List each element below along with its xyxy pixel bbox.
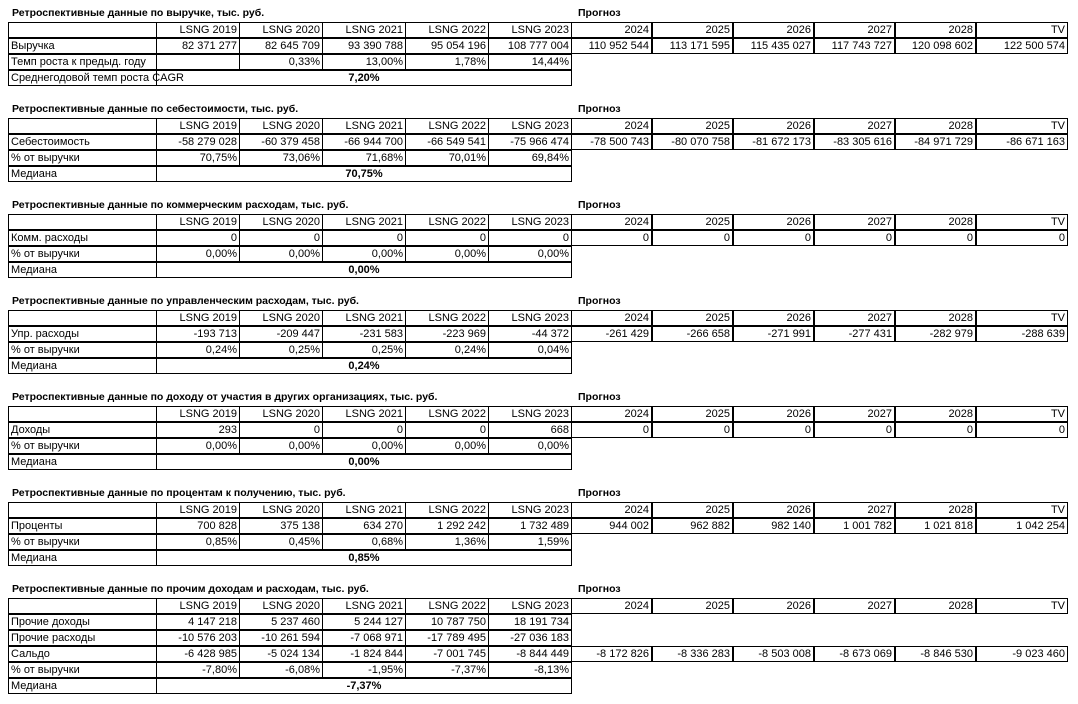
forecast-year-header-cell[interactable]: 2027 — [814, 118, 895, 134]
year-header-cell[interactable]: LSNG 2022 — [405, 502, 489, 518]
row-label-cell[interactable]: Сальдо — [8, 646, 157, 662]
row-label-cell[interactable]: Проценты — [8, 518, 157, 534]
value-cell[interactable]: 0 — [405, 230, 489, 246]
forecast-year-header-cell[interactable]: 2024 — [571, 598, 652, 614]
value-cell[interactable]: 1,78% — [405, 54, 489, 70]
year-header-cell[interactable]: LSNG 2021 — [322, 22, 406, 38]
year-header-cell[interactable]: LSNG 2020 — [239, 118, 323, 134]
forecast-year-header-cell[interactable]: 2028 — [895, 22, 976, 38]
value-cell[interactable]: 0 — [322, 422, 406, 438]
forecast-value-cell[interactable]: 110 952 544 — [571, 38, 652, 54]
forecast-title: Прогноз — [578, 103, 621, 115]
forecast-value-cell[interactable]: 0 — [733, 230, 814, 246]
summary-value-cell[interactable]: 7,20% — [156, 70, 572, 86]
value-cell[interactable]: 668 — [488, 422, 572, 438]
value-cell[interactable]: 1 732 489 — [488, 518, 572, 534]
forecast-value-cell[interactable]: 0 — [652, 230, 733, 246]
value-cell[interactable]: -223 969 — [405, 326, 489, 342]
value-cell[interactable]: 18 191 734 — [488, 614, 572, 630]
year-header-cell[interactable]: LSNG 2021 — [322, 598, 406, 614]
value-cell[interactable]: 0 — [239, 230, 323, 246]
year-header-cell[interactable]: LSNG 2021 — [322, 406, 406, 422]
value-cell[interactable]: -27 036 183 — [488, 630, 572, 646]
forecast-value-cell[interactable]: -78 500 743 — [571, 134, 652, 150]
value-cell[interactable]: 0,00% — [322, 438, 406, 454]
forecast-year-header-cell[interactable]: 2024 — [571, 406, 652, 422]
value-cell[interactable]: 0 — [156, 230, 240, 246]
value-cell[interactable]: 0,00% — [239, 246, 323, 262]
year-header-cell[interactable]: LSNG 2022 — [405, 406, 489, 422]
value-cell[interactable]: -17 789 495 — [405, 630, 489, 646]
row-label-cell[interactable]: % от выручки — [8, 438, 157, 454]
section-title: Ретроспективные данные по управленческим расходам, тыс. руб. — [12, 295, 359, 307]
forecast-year-header-cell[interactable]: 2026 — [733, 118, 814, 134]
value-cell[interactable]: -5 024 134 — [239, 646, 323, 662]
value-cell[interactable]: 69,84% — [488, 150, 572, 166]
forecast-title: Прогноз — [578, 295, 621, 307]
forecast-value-cell[interactable]: -8 673 069 — [814, 646, 895, 662]
value-cell[interactable]: 70,75% — [156, 150, 240, 166]
forecast-year-header-cell[interactable]: 2028 — [895, 214, 976, 230]
forecast-year-header-cell[interactable]: 2027 — [814, 22, 895, 38]
value-cell[interactable]: 0,04% — [488, 342, 572, 358]
forecast-year-header-cell[interactable]: 2026 — [733, 22, 814, 38]
forecast-year-header-cell[interactable]: 2024 — [571, 22, 652, 38]
forecast-year-header-cell[interactable]: TV — [976, 406, 1068, 422]
row-label-cell[interactable]: % от выручки — [8, 246, 157, 262]
row-label-cell[interactable]: % от выручки — [8, 662, 157, 678]
section-block — [8, 102, 1068, 182]
forecast-value-cell[interactable]: -271 991 — [733, 326, 814, 342]
value-cell[interactable]: -231 583 — [322, 326, 406, 342]
value-cell[interactable]: 1,36% — [405, 534, 489, 550]
value-cell[interactable]: -6 428 985 — [156, 646, 240, 662]
year-header-cell[interactable]: LSNG 2019 — [156, 118, 240, 134]
forecast-year-header-cell[interactable]: 2027 — [814, 598, 895, 614]
forecast-year-header-cell[interactable]: 2024 — [571, 502, 652, 518]
row-label-cell[interactable]: Прочие расходы — [8, 630, 157, 646]
value-cell[interactable]: 0,24% — [156, 342, 240, 358]
forecast-value-cell[interactable]: -288 639 — [976, 326, 1068, 342]
summary-label-cell[interactable]: Медиана — [8, 550, 157, 566]
row-label-cell[interactable]: Комм. расходы — [8, 230, 157, 246]
year-header-cell[interactable]: LSNG 2023 — [488, 406, 572, 422]
value-cell[interactable]: 0,00% — [405, 438, 489, 454]
value-cell[interactable]: 0,24% — [405, 342, 489, 358]
year-header-cell[interactable]: LSNG 2021 — [322, 118, 406, 134]
year-header-cell[interactable]: LSNG 2023 — [488, 214, 572, 230]
value-cell[interactable]: 14,44% — [488, 54, 572, 70]
header-blank-cell[interactable] — [8, 118, 157, 134]
value-cell[interactable]: 4 147 218 — [156, 614, 240, 630]
forecast-value-cell[interactable]: 0 — [895, 422, 976, 438]
forecast-value-cell[interactable]: -81 672 173 — [733, 134, 814, 150]
year-header-cell[interactable]: LSNG 2020 — [239, 406, 323, 422]
forecast-year-header-cell[interactable]: 2024 — [571, 118, 652, 134]
forecast-year-header-cell[interactable]: 2026 — [733, 406, 814, 422]
forecast-value-cell[interactable]: -282 979 — [895, 326, 976, 342]
row-label-cell[interactable]: Доходы — [8, 422, 157, 438]
summary-label-cell[interactable]: Медиана — [8, 678, 157, 694]
section-block — [8, 198, 1068, 278]
section-block — [8, 582, 1068, 694]
summary-label-cell[interactable]: Медиана — [8, 262, 157, 278]
value-cell[interactable]: 10 787 750 — [405, 614, 489, 630]
forecast-value-cell[interactable]: 0 — [814, 230, 895, 246]
section-block — [8, 294, 1068, 374]
year-header-cell[interactable]: LSNG 2019 — [156, 598, 240, 614]
value-cell[interactable]: 0,00% — [239, 438, 323, 454]
row-label-cell[interactable]: % от выручки — [8, 150, 157, 166]
forecast-year-header-cell[interactable]: 2028 — [895, 598, 976, 614]
summary-value-cell[interactable]: 0,00% — [156, 262, 572, 278]
forecast-value-cell[interactable]: 1 042 254 — [976, 518, 1068, 534]
forecast-year-header-cell[interactable]: 2024 — [571, 214, 652, 230]
section-title: Ретроспективные данные по процентам к получению, тыс. руб. — [12, 487, 346, 499]
value-cell[interactable]: 0,00% — [488, 246, 572, 262]
forecast-value-cell[interactable]: 0 — [571, 422, 652, 438]
forecast-year-header-cell[interactable]: 2025 — [652, 310, 733, 326]
value-cell[interactable]: 0 — [322, 230, 406, 246]
value-cell[interactable]: -66 549 541 — [405, 134, 489, 150]
value-cell[interactable]: -8 844 449 — [488, 646, 572, 662]
section-title: Ретроспективные данные по себестоимости, тыс. руб. — [12, 103, 299, 115]
value-cell[interactable]: 82 371 277 — [156, 38, 240, 54]
forecast-year-header-cell[interactable]: 2025 — [652, 598, 733, 614]
value-cell[interactable]: 0,00% — [405, 246, 489, 262]
value-cell[interactable]: 71,68% — [322, 150, 406, 166]
forecast-year-header-cell[interactable]: 2025 — [652, 118, 733, 134]
year-header-cell[interactable]: LSNG 2019 — [156, 310, 240, 326]
header-blank-cell[interactable] — [8, 502, 157, 518]
value-cell[interactable]: 73,06% — [239, 150, 323, 166]
year-header-cell[interactable]: LSNG 2019 — [156, 502, 240, 518]
value-cell[interactable]: 1,59% — [488, 534, 572, 550]
forecast-year-header-cell[interactable]: 2024 — [571, 310, 652, 326]
forecast-year-header-cell[interactable]: 2028 — [895, 502, 976, 518]
year-header-cell[interactable]: LSNG 2023 — [488, 118, 572, 134]
forecast-value-cell[interactable]: -8 846 530 — [895, 646, 976, 662]
forecast-value-cell[interactable]: 120 098 602 — [895, 38, 976, 54]
section-title: Ретроспективные данные по коммерческим расходам, тыс. руб. — [12, 199, 349, 211]
year-header-cell[interactable]: LSNG 2019 — [156, 214, 240, 230]
forecast-year-header-cell[interactable]: TV — [976, 502, 1068, 518]
forecast-value-cell[interactable]: 0 — [571, 230, 652, 246]
forecast-year-header-cell[interactable]: 2027 — [814, 310, 895, 326]
forecast-value-cell[interactable]: 1 021 818 — [895, 518, 976, 534]
row-label-cell[interactable]: Упр. расходы — [8, 326, 157, 342]
value-cell[interactable]: 70,01% — [405, 150, 489, 166]
row-label-cell[interactable]: Прочие доходы — [8, 614, 157, 630]
year-header-cell[interactable]: LSNG 2019 — [156, 406, 240, 422]
forecast-value-cell[interactable]: 982 140 — [733, 518, 814, 534]
year-header-cell[interactable]: LSNG 2021 — [322, 214, 406, 230]
value-cell[interactable]: -10 576 203 — [156, 630, 240, 646]
forecast-year-header-cell[interactable]: 2025 — [652, 214, 733, 230]
summary-value-cell[interactable]: 0,24% — [156, 358, 572, 374]
section-block — [8, 6, 1068, 86]
row-label-cell[interactable]: Темп роста к предыд. году — [8, 54, 157, 70]
forecast-value-cell[interactable]: 944 002 — [571, 518, 652, 534]
value-cell[interactable]: -1 824 844 — [322, 646, 406, 662]
value-cell[interactable]: -7 001 745 — [405, 646, 489, 662]
forecast-value-cell[interactable]: -84 971 729 — [895, 134, 976, 150]
value-cell[interactable]: 0,33% — [239, 54, 323, 70]
year-header-cell[interactable]: LSNG 2021 — [322, 502, 406, 518]
header-blank-cell[interactable] — [8, 22, 157, 38]
forecast-year-header-cell[interactable]: 2027 — [814, 406, 895, 422]
forecast-year-header-cell[interactable]: TV — [976, 598, 1068, 614]
forecast-value-cell[interactable]: -8 503 008 — [733, 646, 814, 662]
value-cell[interactable]: -58 279 028 — [156, 134, 240, 150]
forecast-value-cell[interactable]: 122 500 574 — [976, 38, 1068, 54]
summary-label-cell[interactable]: Медиана — [8, 166, 157, 182]
value-cell[interactable]: 0,00% — [322, 246, 406, 262]
forecast-value-cell[interactable]: 115 435 027 — [733, 38, 814, 54]
value-cell[interactable]: 375 138 — [239, 518, 323, 534]
section-title: Ретроспективные данные по доходу от участия в других организациях, тыс. руб. — [12, 391, 438, 403]
year-header-cell[interactable]: LSNG 2023 — [488, 310, 572, 326]
value-cell[interactable]: -193 713 — [156, 326, 240, 342]
value-cell[interactable]: 95 054 196 — [405, 38, 489, 54]
forecast-value-cell[interactable]: -80 070 758 — [652, 134, 733, 150]
header-blank-cell[interactable] — [8, 406, 157, 422]
forecast-year-header-cell[interactable]: 2028 — [895, 118, 976, 134]
summary-label-cell[interactable]: Среднегодовой темп роста CAGR — [8, 70, 157, 86]
forecast-title: Прогноз — [578, 391, 621, 403]
value-cell[interactable]: 0,25% — [239, 342, 323, 358]
forecast-value-cell[interactable]: 1 001 782 — [814, 518, 895, 534]
value-cell[interactable]: 0,45% — [239, 534, 323, 550]
forecast-year-header-cell[interactable]: 2028 — [895, 310, 976, 326]
forecast-value-cell[interactable]: 0 — [895, 230, 976, 246]
forecast-value-cell[interactable]: 0 — [814, 422, 895, 438]
value-cell[interactable]: -209 447 — [239, 326, 323, 342]
forecast-value-cell[interactable]: -266 658 — [652, 326, 733, 342]
value-cell[interactable]: 0,25% — [322, 342, 406, 358]
value-cell[interactable]: -1,95% — [322, 662, 406, 678]
value-cell[interactable]: 0,68% — [322, 534, 406, 550]
summary-value-cell[interactable]: 70,75% — [156, 166, 572, 182]
forecast-title: Прогноз — [578, 7, 621, 19]
header-blank-cell[interactable] — [8, 598, 157, 614]
year-header-cell[interactable]: LSNG 2019 — [156, 22, 240, 38]
year-header-cell[interactable]: LSNG 2021 — [322, 310, 406, 326]
value-cell[interactable]: 1 292 242 — [405, 518, 489, 534]
value-cell[interactable]: -60 379 458 — [239, 134, 323, 150]
value-cell[interactable]: -7 068 971 — [322, 630, 406, 646]
forecast-year-header-cell[interactable]: 2027 — [814, 214, 895, 230]
summary-value-cell[interactable]: 0,85% — [156, 550, 572, 566]
value-cell[interactable]: 93 390 788 — [322, 38, 406, 54]
value-cell[interactable]: 0 — [239, 422, 323, 438]
value-cell[interactable]: -8,13% — [488, 662, 572, 678]
summary-label-cell[interactable]: Медиана — [8, 454, 157, 470]
forecast-value-cell[interactable]: 0 — [976, 230, 1068, 246]
section-block — [8, 390, 1068, 470]
year-header-cell[interactable]: LSNG 2023 — [488, 22, 572, 38]
value-cell[interactable]: 700 828 — [156, 518, 240, 534]
forecast-year-header-cell[interactable]: 2025 — [652, 406, 733, 422]
year-header-cell[interactable]: LSNG 2020 — [239, 22, 323, 38]
value-cell[interactable] — [156, 54, 240, 70]
value-cell[interactable]: 0,00% — [156, 246, 240, 262]
value-cell[interactable]: 82 645 709 — [239, 38, 323, 54]
section-title: Ретроспективные данные по выручке, тыс. руб. — [12, 7, 265, 19]
forecast-year-header-cell[interactable]: TV — [976, 310, 1068, 326]
forecast-value-cell[interactable]: 117 743 727 — [814, 38, 895, 54]
value-cell[interactable]: 13,00% — [322, 54, 406, 70]
section-title: Ретроспективные данные по прочим доходам и расходам, тыс. руб. — [12, 583, 369, 595]
forecast-year-header-cell[interactable]: 2026 — [733, 310, 814, 326]
value-cell[interactable]: 0 — [405, 422, 489, 438]
value-cell[interactable]: -7,37% — [405, 662, 489, 678]
forecast-value-cell[interactable]: -9 023 460 — [976, 646, 1068, 662]
forecast-title: Прогноз — [578, 583, 621, 595]
year-header-cell[interactable]: LSNG 2022 — [405, 310, 489, 326]
forecast-year-header-cell[interactable]: TV — [976, 118, 1068, 134]
value-cell[interactable]: -44 372 — [488, 326, 572, 342]
value-cell[interactable]: -66 944 700 — [322, 134, 406, 150]
forecast-value-cell[interactable]: 0 — [652, 422, 733, 438]
section-block — [8, 486, 1068, 566]
forecast-value-cell[interactable]: -8 336 283 — [652, 646, 733, 662]
value-cell[interactable]: -75 966 474 — [488, 134, 572, 150]
value-cell[interactable]: 5 244 127 — [322, 614, 406, 630]
forecast-value-cell[interactable]: -86 671 163 — [976, 134, 1068, 150]
forecast-value-cell[interactable]: -83 305 616 — [814, 134, 895, 150]
year-header-cell[interactable]: LSNG 2020 — [239, 214, 323, 230]
year-header-cell[interactable]: LSNG 2020 — [239, 502, 323, 518]
forecast-title: Прогноз — [578, 487, 621, 499]
forecast-year-header-cell[interactable]: 2025 — [652, 502, 733, 518]
forecast-value-cell[interactable]: 0 — [976, 422, 1068, 438]
forecast-year-header-cell[interactable]: TV — [976, 214, 1068, 230]
forecast-year-header-cell[interactable]: 2026 — [733, 214, 814, 230]
year-header-cell[interactable]: LSNG 2020 — [239, 310, 323, 326]
header-blank-cell[interactable] — [8, 214, 157, 230]
year-header-cell[interactable]: LSNG 2022 — [405, 22, 489, 38]
year-header-cell[interactable]: LSNG 2022 — [405, 214, 489, 230]
value-cell[interactable]: -6,08% — [239, 662, 323, 678]
forecast-year-header-cell[interactable]: 2028 — [895, 406, 976, 422]
forecast-year-header-cell[interactable]: 2025 — [652, 22, 733, 38]
forecast-value-cell[interactable]: -8 172 826 — [571, 646, 652, 662]
year-header-cell[interactable]: LSNG 2022 — [405, 598, 489, 614]
forecast-value-cell[interactable]: 113 171 595 — [652, 38, 733, 54]
forecast-title: Прогноз — [578, 199, 621, 211]
row-label-cell[interactable]: Выручка — [8, 38, 157, 54]
value-cell[interactable]: 293 — [156, 422, 240, 438]
row-label-cell[interactable]: % от выручки — [8, 534, 157, 550]
summary-label-cell[interactable]: Медиана — [8, 358, 157, 374]
value-cell[interactable]: 0,00% — [156, 438, 240, 454]
forecast-value-cell[interactable]: -261 429 — [571, 326, 652, 342]
value-cell[interactable]: 0,85% — [156, 534, 240, 550]
forecast-value-cell[interactable]: 0 — [733, 422, 814, 438]
value-cell[interactable]: -10 261 594 — [239, 630, 323, 646]
forecast-year-header-cell[interactable]: TV — [976, 22, 1068, 38]
value-cell[interactable]: 0,00% — [488, 438, 572, 454]
value-cell[interactable]: -7,80% — [156, 662, 240, 678]
value-cell[interactable]: 0 — [488, 230, 572, 246]
year-header-cell[interactable]: LSNG 2022 — [405, 118, 489, 134]
year-header-cell[interactable]: LSNG 2023 — [488, 598, 572, 614]
year-header-cell[interactable]: LSNG 2023 — [488, 502, 572, 518]
forecast-year-header-cell[interactable]: 2026 — [733, 598, 814, 614]
value-cell[interactable]: 5 237 460 — [239, 614, 323, 630]
forecast-value-cell[interactable]: 962 882 — [652, 518, 733, 534]
row-label-cell[interactable]: Себестоимость — [8, 134, 157, 150]
forecast-value-cell[interactable]: -277 431 — [814, 326, 895, 342]
forecast-year-header-cell[interactable]: 2026 — [733, 502, 814, 518]
value-cell[interactable]: 108 777 004 — [488, 38, 572, 54]
summary-value-cell[interactable]: -7,37% — [156, 678, 572, 694]
row-label-cell[interactable]: % от выручки — [8, 342, 157, 358]
summary-value-cell[interactable]: 0,00% — [156, 454, 572, 470]
header-blank-cell[interactable] — [8, 310, 157, 326]
year-header-cell[interactable]: LSNG 2020 — [239, 598, 323, 614]
forecast-year-header-cell[interactable]: 2027 — [814, 502, 895, 518]
value-cell[interactable]: 634 270 — [322, 518, 406, 534]
